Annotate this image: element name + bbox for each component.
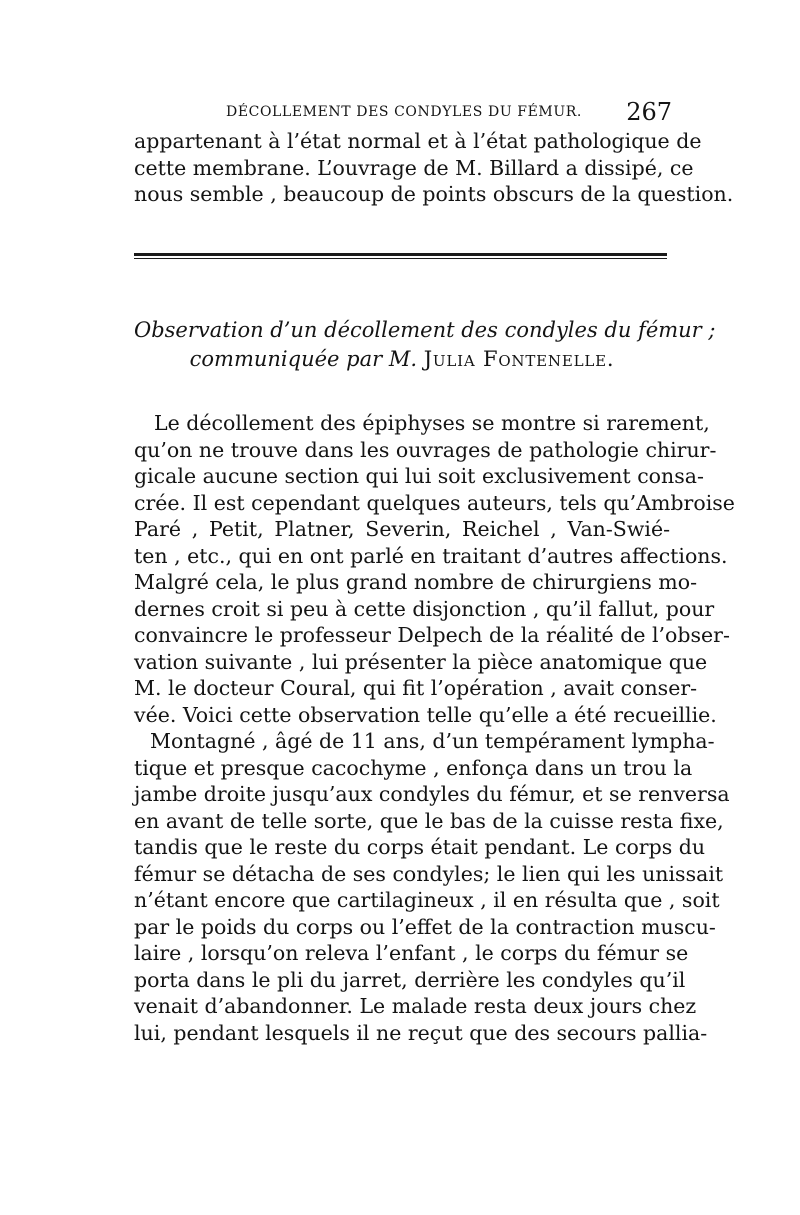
body-line: jambe droite jusqu’aux condyles du fémur, et se renversa [134, 782, 730, 806]
body-line: tique et presque cacochyme , enfonça dans un trou la [134, 755, 693, 780]
body-line: fémur se détacha de ses condyles; le lien qui les unissait [134, 861, 724, 886]
body-line: gicale aucune section qui lui soit exclusivement consa- [134, 464, 704, 488]
previous-article-ending [134, 128, 734, 208]
text-line: cette membrane. L’ouvrage de M. Billard a dissipé, ce [134, 155, 694, 180]
body-line: convaincre le professeur Delpech de la réalité de l’obser- [134, 623, 730, 647]
body-line: venait d’abandonner. Le malade resta deux jours chez [134, 994, 697, 1018]
body-line: M. le docteur Coural, qui fit l’opération , avait conser- [134, 676, 698, 700]
divider-thin-line [134, 258, 667, 259]
divider-thick-line [134, 253, 667, 256]
body-line: qu’on ne trouve dans les ouvrages de pathologie chirur- [134, 437, 717, 462]
body-line: crée. Il est cependant quelques auteurs, tels qu’Ambroise [134, 490, 735, 515]
byline-prefix: communiquée par M. [189, 347, 418, 371]
body-line: en avant de telle sorte, que le bas de la cuisse resta fixe, [134, 808, 724, 833]
author-name: Julia Fontenelle. [423, 347, 615, 371]
article-title-line: Observation d’un décollement des condyles du fémur ; [134, 318, 716, 342]
running-title: DÉCOLLEMENT DES CONDYLES DU FÉMUR. [226, 104, 582, 120]
body-line: Le décollement des épiphyses se montre si rarement, [154, 411, 710, 435]
article-body [134, 410, 735, 1046]
body-line: laire , lorsqu’on releva l’enfant , le corps du fémur se [134, 941, 689, 965]
page-number: 267 [626, 98, 672, 126]
body-line: n’étant encore que cartilagineux , il en résulta que , soit [134, 888, 720, 912]
body-line: tandis que le reste du corps était pendant. Le corps du [134, 835, 706, 859]
body-line: Montagné , âgé de 11 ans, d’un tempérament lympha- [150, 729, 715, 753]
body-line: par le poids du corps ou l’effet de la contraction muscu- [134, 914, 716, 939]
body-line: ten , etc., qui en ont parlé en traitant d’autres affections. [134, 543, 728, 568]
body-line: porta dans le pli du jarret, derrière les condyles qu’il [134, 967, 686, 992]
article-heading [134, 316, 716, 374]
body-line: vation suivante , lui présenter la pièce anatomique que [134, 649, 708, 674]
body-line: Paré , Petit, Platner, Severin, Reichel , Van-Swié- [134, 517, 670, 541]
text-line: appartenant à l’état normal et à l’état pathologique de [134, 129, 702, 153]
body-line: dernes croit si peu à cette disjonction , qu’il fallut, pour [134, 596, 715, 621]
body-line: vée. Voici cette observation telle qu’elle a été recueillie. [134, 702, 717, 727]
body-line: Malgré cela, le plus grand nombre de chirurgiens mo- [134, 570, 697, 594]
article-byline [134, 345, 670, 374]
text-line: nous semble , beaucoup de points obscurs de la question. [134, 182, 734, 206]
section-divider [134, 253, 667, 261]
body-line: lui, pendant lesquels il ne reçut que des secours pallia- [134, 1020, 708, 1045]
running-header [134, 100, 674, 126]
